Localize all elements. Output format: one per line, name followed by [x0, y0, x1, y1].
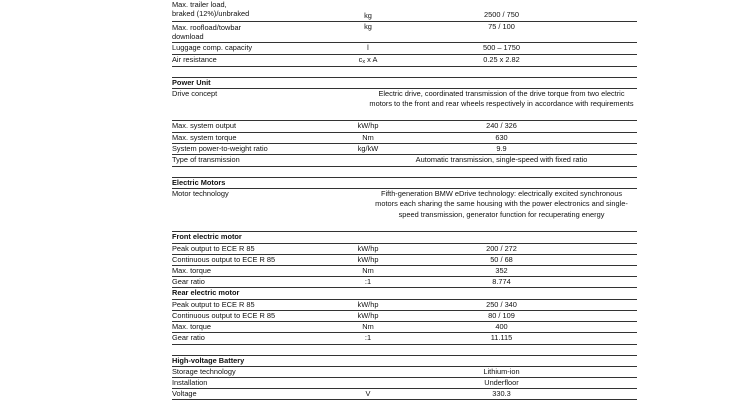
row-value: 8.774: [492, 277, 511, 286]
subsection-header-rear-motor: [172, 288, 637, 300]
table-row-motor-technology: [172, 189, 637, 232]
section-spacer: [172, 67, 637, 78]
section-spacer: [172, 345, 637, 356]
table-row: [172, 311, 637, 322]
row-value: 0.25 x 2.82: [483, 55, 520, 64]
row-unit: :1: [364, 277, 372, 286]
row-value: Lithium-ion: [483, 367, 520, 376]
row-unit: kW/hp: [357, 300, 379, 309]
row-label: Motor technology: [172, 189, 229, 198]
row-label: Gear ratio: [172, 333, 205, 342]
row-value: 9.9: [496, 144, 507, 153]
row-value: 250 / 340: [486, 300, 517, 309]
row-value: 200 / 272: [486, 244, 517, 253]
table-row-system-torque: [172, 133, 637, 144]
subsection-title: Front electric motor: [172, 232, 242, 241]
row-value: 330.3: [492, 389, 511, 398]
row-value: 352: [495, 266, 508, 275]
table-row-roofload: [172, 22, 637, 43]
row-value: 80 / 109: [488, 311, 515, 320]
row-label: Max. roofload/towbar download: [172, 23, 242, 41]
row-label: Air resistance: [172, 55, 217, 64]
table-row-transmission: [172, 155, 637, 167]
row-label: Continuous output to ECE R 85: [172, 311, 276, 320]
table-row-system-output: [172, 121, 637, 133]
row-unit: l: [367, 43, 369, 52]
row-label: Luggage comp. capacity: [172, 43, 253, 52]
row-value: Underfloor: [484, 378, 519, 387]
row-unit: kW/hp: [357, 244, 379, 253]
table-row: [172, 333, 637, 345]
row-value: 630: [495, 133, 508, 142]
row-label: Peak output to ECE R 85: [172, 244, 255, 253]
table-row-voltage: [172, 389, 637, 400]
row-unit: kW/hp: [357, 121, 379, 130]
row-value: 240 / 326: [486, 121, 517, 130]
row-label: System power-to-weight ratio: [172, 144, 268, 153]
unit-sub: x: [362, 59, 366, 65]
unit-tail: x A: [365, 55, 378, 64]
table-row-drive-concept: [172, 89, 637, 121]
unit-main: c: [358, 55, 363, 64]
row-value: 11.115: [490, 333, 513, 342]
row-unit: kg: [364, 22, 372, 31]
section-title: Electric Motors: [172, 178, 226, 187]
section-title: High-voltage Battery: [172, 356, 245, 365]
row-label: Max. torque: [172, 322, 212, 331]
row-unit: kW/hp: [357, 255, 379, 264]
row-unit: :1: [364, 333, 372, 342]
subsection-header-front-motor: [172, 232, 637, 244]
row-unit: Nm: [362, 322, 374, 331]
row-label: Peak output to ECE R 85: [172, 300, 255, 309]
section-header-battery: [172, 356, 637, 367]
row-label: Max. system torque: [172, 133, 237, 142]
row-label: Drive concept: [172, 89, 218, 98]
row-label: Type of transmission: [172, 155, 240, 164]
row-unit: kg/kW: [357, 144, 379, 153]
table-row: [172, 255, 637, 266]
row-unit: kW/hp: [357, 311, 379, 320]
table-row-power-to-weight: [172, 144, 637, 155]
table-row-luggage: [172, 43, 637, 55]
row-unit: Nm: [362, 133, 374, 142]
row-value: 50 / 68: [490, 255, 513, 264]
section-header-electric-motors: [172, 178, 637, 189]
table-row-trailer-load: [172, 0, 637, 22]
table-row-storage: [172, 367, 637, 378]
subsection-title: Rear electric motor: [172, 288, 240, 297]
row-value: 75 / 100: [488, 22, 515, 31]
row-unit: kg: [364, 11, 372, 20]
table-row: [172, 244, 637, 255]
row-value: Automatic transmission, single-speed with fixed ratio: [415, 155, 588, 164]
table-row: [172, 300, 637, 311]
row-label: Installation: [172, 378, 208, 387]
row-label: Max. system output: [172, 121, 237, 130]
row-unit: V: [365, 389, 371, 398]
section-header-power-unit: [172, 78, 637, 89]
spec-table: [172, 0, 637, 400]
row-value: 500 – 1750: [483, 43, 520, 52]
row-label: Gear ratio: [172, 277, 205, 286]
table-row-air-resistance: [172, 55, 637, 67]
row-label: Max. trailer load, braked (12%)/unbraked: [172, 0, 250, 18]
table-row-installation: [172, 378, 637, 389]
table-row: [172, 322, 637, 333]
section-spacer: [172, 167, 637, 178]
table-row: [172, 266, 637, 277]
row-label: Voltage: [172, 389, 197, 398]
row-value: Fifth-generation BMW eDrive technology: electrically excited synchronous motors each sharing the same housing with the power electronics and single-speed transmission, generator function for recuperating energy: [375, 189, 628, 219]
row-label: Continuous output to ECE R 85: [172, 255, 276, 264]
row-label: Max. torque: [172, 266, 212, 275]
row-value: 2500 / 750: [484, 10, 519, 19]
row-label: Storage technology: [172, 367, 236, 376]
row-unit: Nm: [362, 266, 374, 275]
row-value: Electric drive, coordinated transmission of the drive torque from two electric motors to the front and rear wheels respectively in accordance with requirements: [369, 89, 634, 109]
table-row: [172, 277, 637, 288]
row-value: 400: [495, 322, 508, 331]
section-title: Power Unit: [172, 78, 211, 87]
